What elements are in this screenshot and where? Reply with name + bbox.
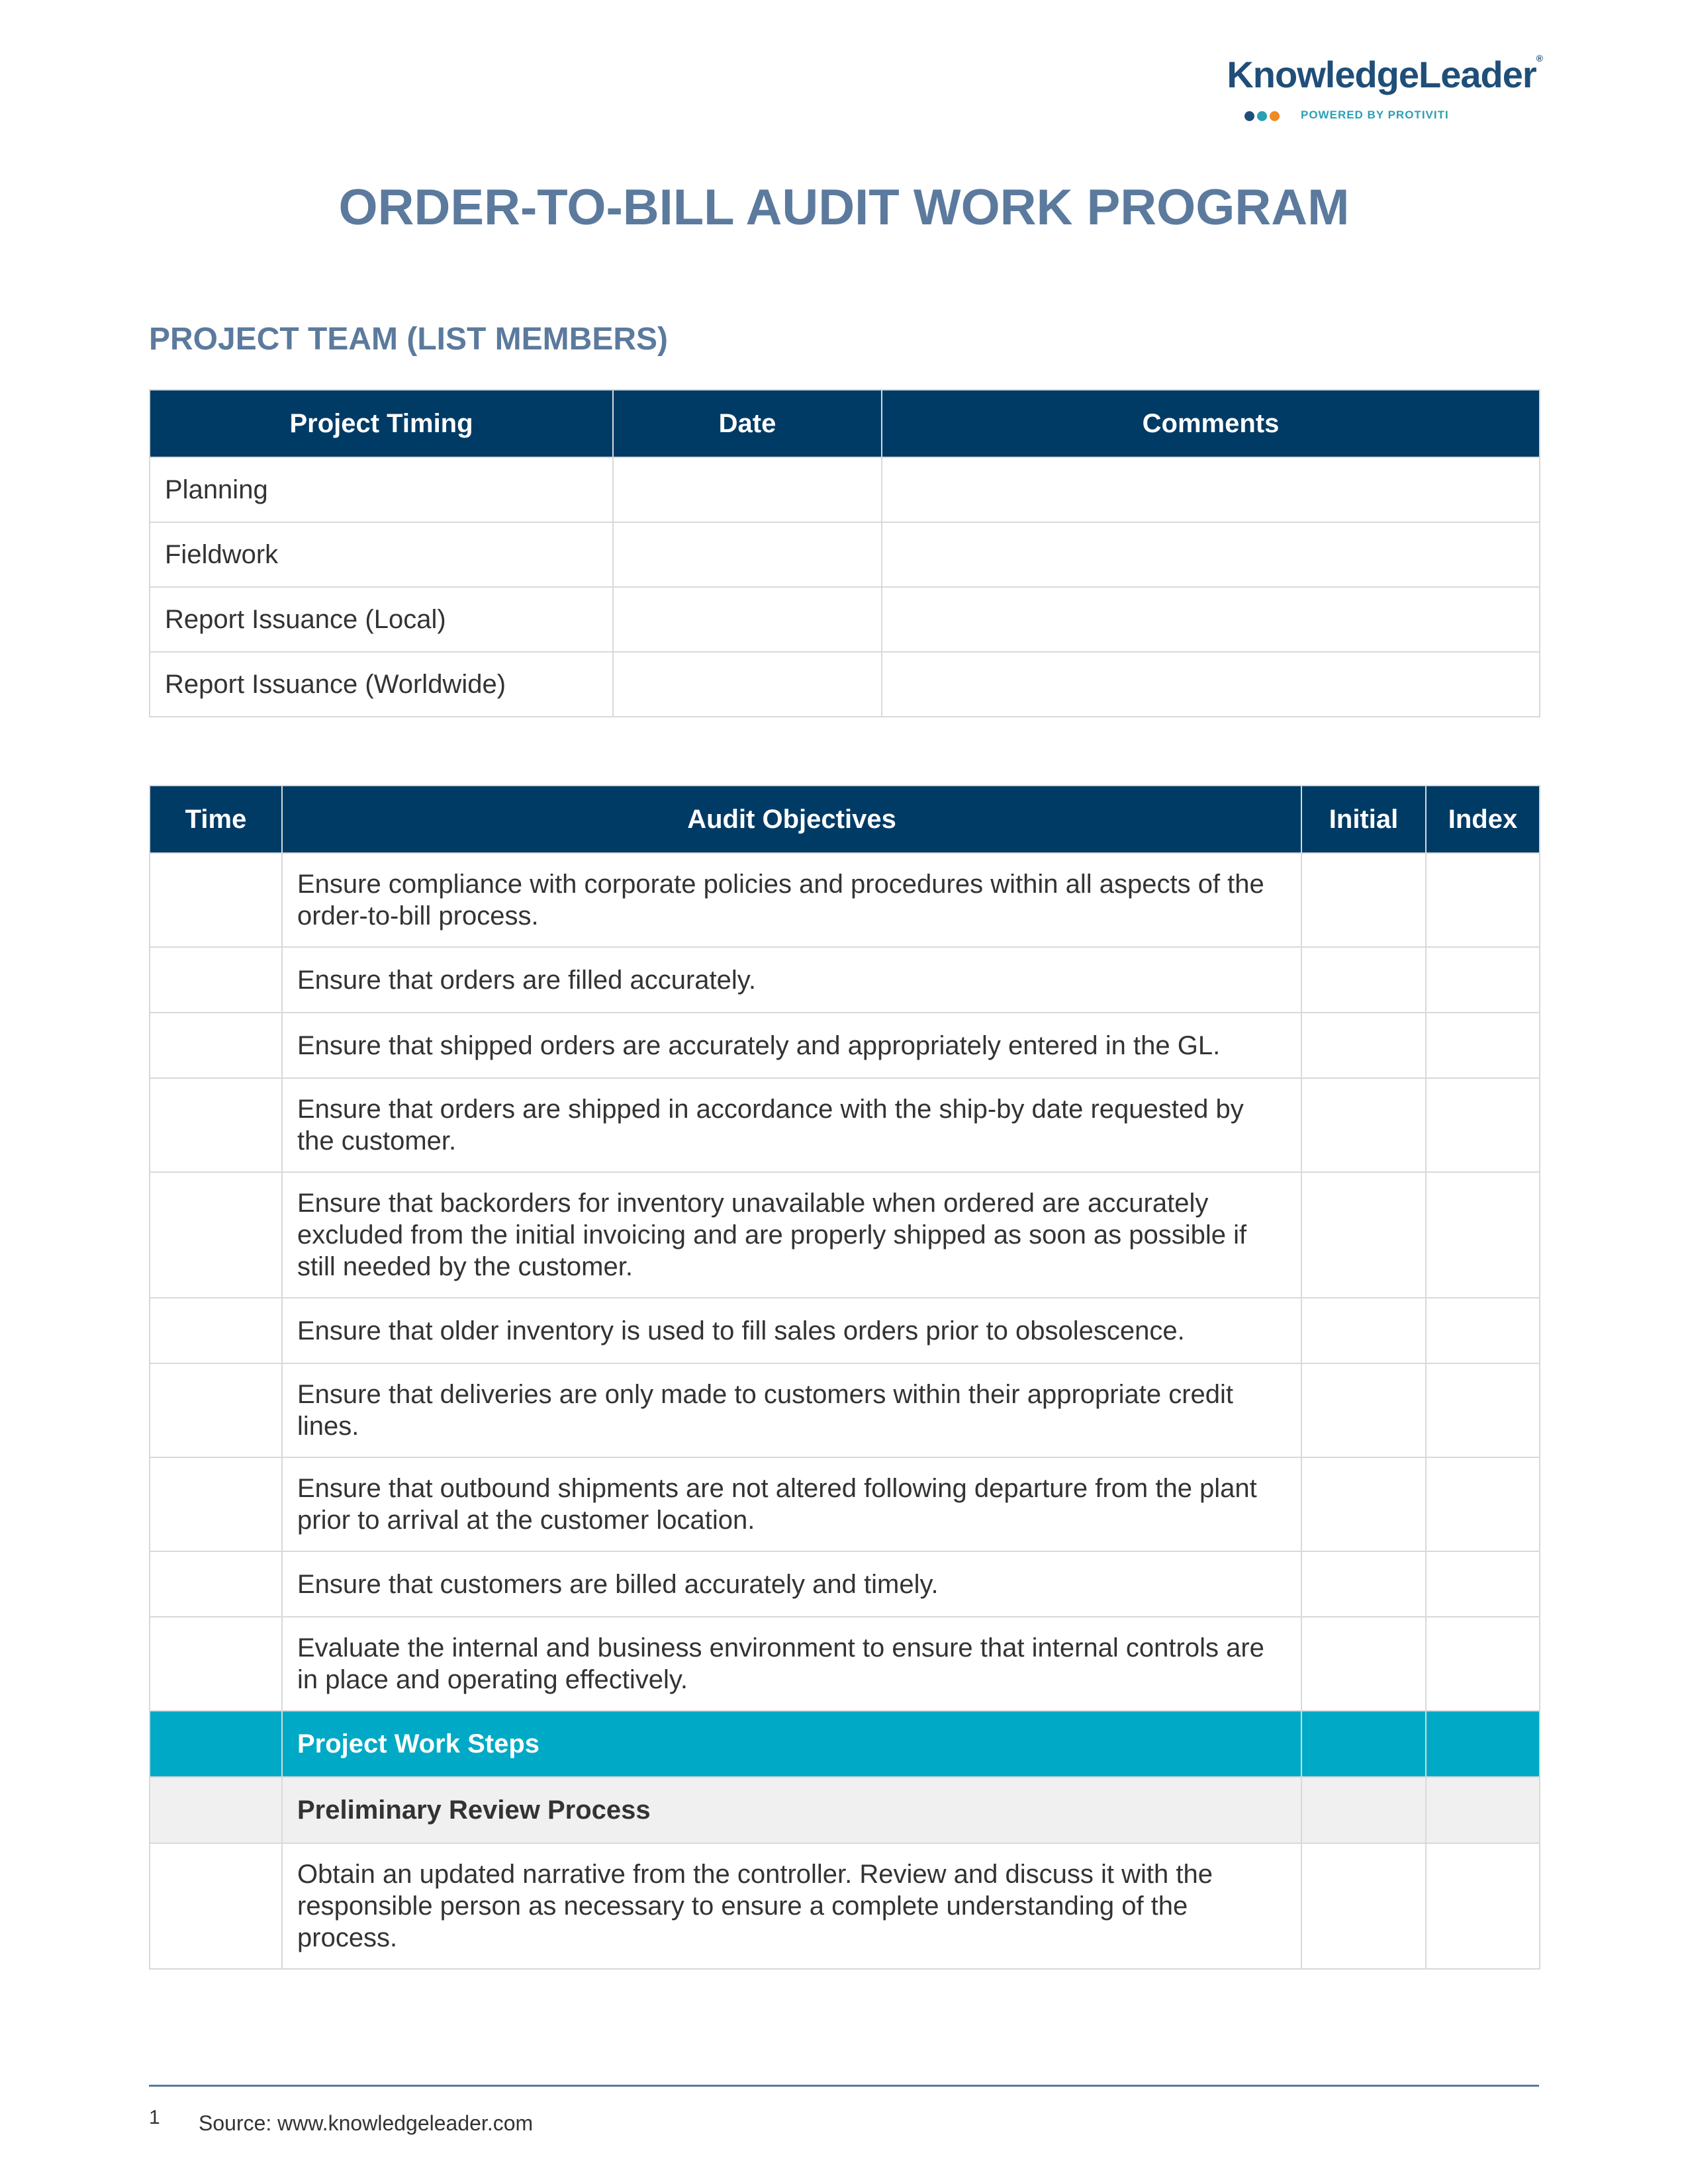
column-header-audit-objectives: Audit Objectives [282, 786, 1301, 853]
comments-cell[interactable] [882, 522, 1540, 587]
time-cell[interactable] [150, 1298, 282, 1363]
column-header-date: Date [613, 390, 882, 457]
initial-cell[interactable] [1301, 1551, 1426, 1617]
time-cell[interactable] [150, 947, 282, 1013]
date-cell[interactable] [613, 652, 882, 717]
column-header-initial: Initial [1301, 786, 1426, 853]
timing-cell: Report Issuance (Local) [150, 587, 613, 652]
initial-cell[interactable] [1301, 1843, 1426, 1969]
index-cell[interactable] [1426, 853, 1540, 947]
initial-cell[interactable] [1301, 1363, 1426, 1457]
objective-cell: Ensure that orders are shipped in accordance with the ship-by date requested by the customer. [282, 1078, 1301, 1172]
index-cell[interactable] [1426, 1457, 1540, 1551]
table-row [150, 1298, 1540, 1363]
logo-tagline: POWERED BY PROTIVITI [1301, 109, 1449, 121]
table-row [150, 1078, 1540, 1172]
time-cell[interactable] [150, 1457, 282, 1551]
time-cell [150, 1777, 282, 1843]
table-row [150, 1457, 1540, 1551]
table-row [150, 522, 1540, 587]
table-row [150, 853, 1540, 947]
timing-cell: Report Issuance (Worldwide) [150, 652, 613, 717]
table-row [150, 652, 1540, 717]
subsection-row [150, 1777, 1540, 1843]
time-cell[interactable] [150, 1013, 282, 1078]
table-row [150, 1843, 1540, 1969]
time-cell[interactable] [150, 1843, 282, 1969]
table-row [150, 1363, 1540, 1457]
index-cell[interactable] [1426, 1013, 1540, 1078]
work-steps-row [150, 1711, 1540, 1777]
time-cell[interactable] [150, 1078, 282, 1172]
project-team-table [149, 389, 1540, 717]
timing-cell: Planning [150, 457, 613, 522]
document-title: ORDER-TO-BILL AUDIT WORK PROGRAM [338, 179, 1350, 236]
table-row [150, 1172, 1540, 1298]
index-cell[interactable] [1426, 947, 1540, 1013]
objective-cell: Ensure that orders are filled accurately. [282, 947, 1301, 1013]
footer-divider [149, 2085, 1539, 2087]
objective-cell: Ensure that older inventory is used to fill sales orders prior to obsolescence. [282, 1298, 1301, 1363]
table-row [150, 947, 1540, 1013]
team-table-header [150, 390, 1540, 457]
time-cell[interactable] [150, 1551, 282, 1617]
initial-cell[interactable] [1301, 1078, 1426, 1172]
objective-cell: Ensure compliance with corporate policies and procedures within all aspects of the order-to-bill process. [282, 853, 1301, 947]
index-cell [1426, 1777, 1540, 1843]
index-cell[interactable] [1426, 1617, 1540, 1711]
comments-cell[interactable] [882, 652, 1540, 717]
index-cell [1426, 1711, 1540, 1777]
comments-cell[interactable] [882, 457, 1540, 522]
objective-cell: Ensure that deliveries are only made to customers within their appropriate credit lines. [282, 1363, 1301, 1457]
work-steps-label: Project Work Steps [282, 1711, 1301, 1777]
time-cell[interactable] [150, 1617, 282, 1711]
index-cell[interactable] [1426, 1078, 1540, 1172]
index-cell[interactable] [1426, 1551, 1540, 1617]
index-cell[interactable] [1426, 1172, 1540, 1298]
initial-cell[interactable] [1301, 1172, 1426, 1298]
initial-cell[interactable] [1301, 947, 1426, 1013]
date-cell[interactable] [613, 587, 882, 652]
table-row [150, 457, 1540, 522]
initial-cell[interactable] [1301, 1457, 1426, 1551]
audit-table-header [150, 786, 1540, 853]
date-cell[interactable] [613, 457, 882, 522]
initial-cell[interactable] [1301, 1298, 1426, 1363]
page-number: 1 [149, 2107, 160, 2128]
index-cell[interactable] [1426, 1363, 1540, 1457]
audit-objectives-table [149, 785, 1540, 1970]
initial-cell[interactable] [1301, 1013, 1426, 1078]
step-cell: Obtain an updated narrative from the controller. Review and discuss it with the responsible person as necessary to ensure a complete understanding of the process. [282, 1843, 1301, 1969]
source-text: Source: www.knowledgeleader.com [199, 2111, 534, 2135]
table-row [150, 1013, 1540, 1078]
initial-cell[interactable] [1301, 1617, 1426, 1711]
date-cell[interactable] [613, 522, 882, 587]
logo-dots-icon [1244, 111, 1280, 121]
time-cell[interactable] [150, 853, 282, 947]
table-row [150, 587, 1540, 652]
subsection-label: Preliminary Review Process [282, 1777, 1301, 1843]
logo-name: KnowledgeLeader [1227, 54, 1536, 95]
objective-cell: Ensure that shipped orders are accurately and appropriately entered in the GL. [282, 1013, 1301, 1078]
objective-cell: Ensure that backorders for inventory unavailable when ordered are accurately excluded from the initial invoicing and are properly shipped as soon as possible if still needed by the customer. [282, 1172, 1301, 1298]
table-row [150, 1617, 1540, 1711]
knowledgeleader-logo: KnowledgeLeader® POWERED BY PROTIVITI [1227, 53, 1542, 121]
objective-cell: Ensure that outbound shipments are not altered following departure from the plant prior to arrival at the customer location. [282, 1457, 1301, 1551]
section-title: PROJECT TEAM (LIST MEMBERS) [149, 322, 669, 357]
time-cell[interactable] [150, 1363, 282, 1457]
column-header-index: Index [1426, 786, 1540, 853]
column-header-project-timing: Project Timing [150, 390, 613, 457]
column-header-comments: Comments [882, 390, 1540, 457]
time-cell[interactable] [150, 1172, 282, 1298]
objective-cell: Evaluate the internal and business environment to ensure that internal controls are in place and operating effectively. [282, 1617, 1301, 1711]
index-cell[interactable] [1426, 1843, 1540, 1969]
comments-cell[interactable] [882, 587, 1540, 652]
initial-cell[interactable] [1301, 853, 1426, 947]
column-header-time: Time [150, 786, 282, 853]
initial-cell [1301, 1711, 1426, 1777]
timing-cell: Fieldwork [150, 522, 613, 587]
index-cell[interactable] [1426, 1298, 1540, 1363]
objective-cell: Ensure that customers are billed accurately and timely. [282, 1551, 1301, 1617]
table-row [150, 1551, 1540, 1617]
initial-cell [1301, 1777, 1426, 1843]
time-cell [150, 1711, 282, 1777]
